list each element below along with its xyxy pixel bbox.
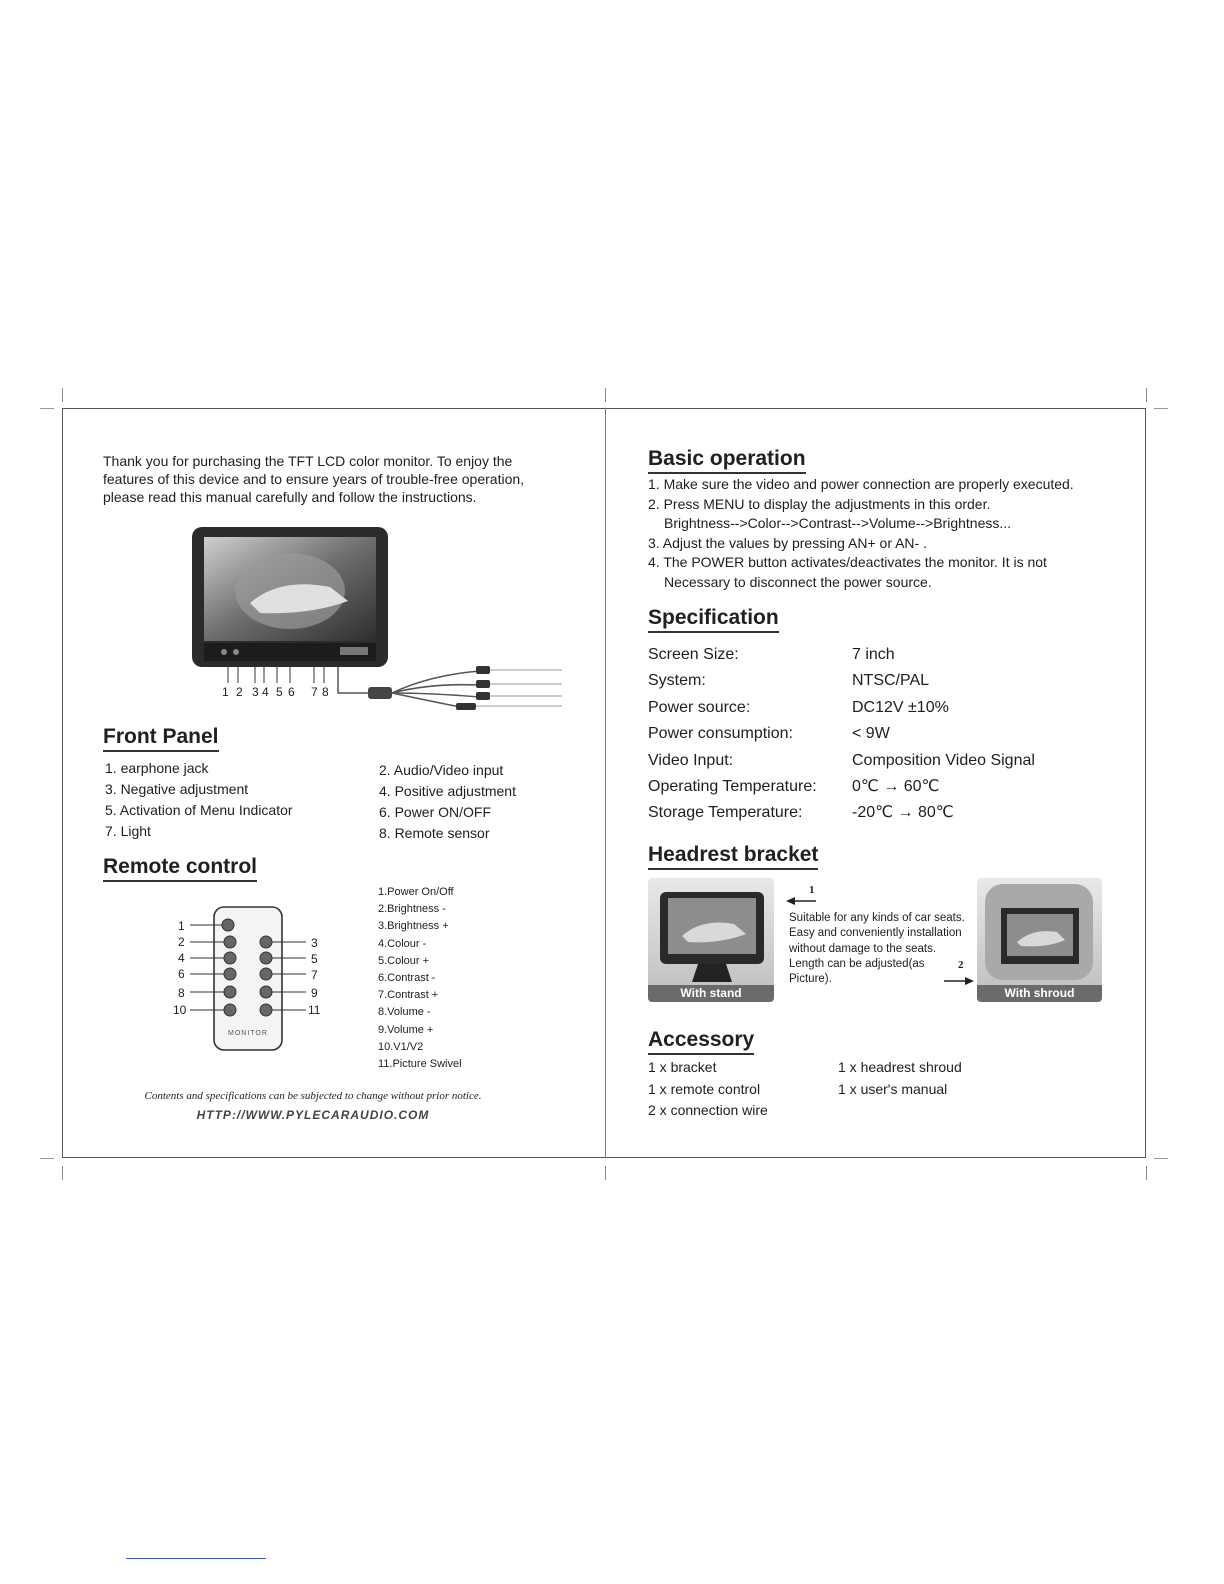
spec-value: 0℃ → 60℃ <box>852 778 940 795</box>
spec-label: Video Input: <box>648 752 734 769</box>
list-item: Necessary to disconnect the power source. <box>664 573 932 590</box>
callout-5: 5 <box>276 685 283 699</box>
with-stand-label: With stand <box>648 985 774 1002</box>
stand-monitor-drawing <box>648 878 774 1002</box>
spec-label: System: <box>648 672 706 689</box>
spec-value: NTSC/PAL <box>852 672 930 689</box>
monitor-drawing <box>190 525 570 715</box>
basic-operation-list <box>648 475 1074 592</box>
list-item: Brightness-->Color-->Contrast-->Volume-->Brightness... <box>664 515 1012 531</box>
remote-num-7: 7 <box>311 968 318 982</box>
website-url: HTTP://WWW.PYLECARAUDIO.COM <box>196 1108 430 1122</box>
spec-value: 7 inch <box>852 646 895 663</box>
remote-num-8: 8 <box>178 986 185 1000</box>
remote-brand: MONITOR <box>228 1030 268 1037</box>
basic-operation-heading: Basic operation <box>648 447 806 474</box>
list-item: 6.Contrast - <box>378 972 436 985</box>
list-item: 2.Brightness - <box>378 903 446 916</box>
list-item: 3.Brightness + <box>378 920 449 933</box>
callout-7: 7 <box>311 685 318 699</box>
callout-1: 1 <box>222 685 229 699</box>
remote-num-9: 9 <box>311 986 318 1000</box>
spec-value: DC12V ±10% <box>852 699 949 716</box>
front-panel-list-right <box>379 760 516 844</box>
remote-num-11: 11 <box>308 1003 321 1017</box>
accessory-item: 1 x bracket <box>648 1059 717 1075</box>
callout-6: 6 <box>288 685 295 699</box>
headrest-bracket-heading: Headrest bracket <box>648 843 818 870</box>
crop-mark <box>62 388 63 402</box>
callout-8: 8 <box>322 685 329 699</box>
front-panel-heading: Front Panel <box>103 725 219 752</box>
list-item: 7.Contrast + <box>378 989 439 1002</box>
remote-num-2: 2 <box>178 935 185 949</box>
spec-label: Power source: <box>648 699 751 716</box>
callout-2: 2 <box>236 685 243 699</box>
list-item: 8. Remote sensor <box>379 825 490 841</box>
crop-mark <box>1146 388 1147 402</box>
headrest-description: Suitable for any kinds of car seats. Easy and conveniently installation without damage to the seats. Length can be adjusted(as Picture). <box>789 912 965 986</box>
list-item: 4. The POWER button activates/deactivates the monitor. It is not <box>648 554 1047 570</box>
remote-num-1: 1 <box>178 919 185 933</box>
accessory-item: 1 x headrest shroud <box>838 1059 962 1075</box>
list-item: 2. Audio/Video input <box>379 762 504 778</box>
remote-function-list <box>378 884 462 1073</box>
spec-value: < 9W <box>852 725 890 742</box>
spec-value: Composition Video Signal <box>852 752 1035 769</box>
arrow-right-icon <box>944 973 974 983</box>
crop-mark <box>605 388 606 402</box>
crop-mark <box>62 1166 63 1180</box>
list-item: 5.Colour + <box>378 954 430 967</box>
fold-line <box>605 408 606 1158</box>
spec-label: Power consumption: <box>648 725 793 742</box>
remote-num-10: 10 <box>173 1003 187 1017</box>
spec-label: Screen Size: <box>648 646 739 663</box>
remote-num-5: 5 <box>311 952 318 966</box>
accessory-item: 1 x user's manual <box>838 1081 948 1097</box>
with-shroud-label: With shroud <box>977 985 1102 1002</box>
remote-num-3: 3 <box>311 936 318 950</box>
crop-mark <box>1146 1166 1147 1180</box>
list-item: 5. Activation of Menu Indicator <box>105 802 293 818</box>
with-stand-photo <box>648 878 774 1002</box>
bracket-marker-2: 2 <box>958 959 964 971</box>
callout-3: 3 <box>252 685 259 699</box>
crop-mark <box>1154 1158 1168 1159</box>
list-item: 4. Positive adjustment <box>379 783 516 799</box>
list-item: 2. Press MENU to display the adjustments in this order. <box>648 495 991 512</box>
accessory-item: 2 x connection wire <box>648 1102 768 1118</box>
spec-label: Operating Temperature: <box>648 778 817 795</box>
list-item: 9.Volume + <box>378 1023 434 1036</box>
front-panel-list-left <box>105 758 293 842</box>
crop-mark <box>40 408 54 409</box>
remote-num-4: 4 <box>178 951 185 965</box>
remote-control-heading: Remote control <box>103 855 257 882</box>
link-underline <box>126 1558 266 1559</box>
list-item: 11.Picture Swivel <box>378 1058 462 1071</box>
crop-mark <box>40 1158 54 1159</box>
list-item: 8.Volume - <box>378 1006 431 1019</box>
spec-label: Storage Temperature: <box>648 804 803 821</box>
shroud-monitor-drawing <box>977 878 1102 1002</box>
change-notice: Contents and specifications can be subjected to change without prior notice. <box>144 1090 482 1102</box>
list-item: 6. Power ON/OFF <box>379 804 492 820</box>
accessory-item: 1 x remote control <box>648 1081 761 1097</box>
list-item: 7. Light <box>105 823 151 839</box>
crop-mark <box>1154 408 1168 409</box>
list-item: 1. earphone jack <box>105 760 209 776</box>
spec-value: -20℃ → 80℃ <box>852 804 954 821</box>
list-item: 3. Negative adjustment <box>105 781 249 797</box>
crop-mark <box>605 1166 606 1180</box>
arrow-left-icon <box>786 893 816 903</box>
callout-4: 4 <box>262 685 269 699</box>
list-item: 10.V1/V2 <box>378 1040 424 1053</box>
with-shroud-photo <box>977 878 1102 1002</box>
bracket-marker-1: 1 <box>809 884 815 896</box>
specification-heading: Specification <box>648 606 779 633</box>
accessory-heading: Accessory <box>648 1028 754 1055</box>
list-item: 1. Make sure the video and power connection are properly executed. <box>648 476 1074 492</box>
list-item: 4.Colour - <box>378 937 427 950</box>
monitor-illustration <box>190 525 570 715</box>
list-item: 1.Power On/Off <box>378 886 454 898</box>
intro-paragraph: Thank you for purchasing the TFT LCD color monitor. To enjoy the features of this device and to ensure years of trouble-free operation, please read this manual carefully and follow the instructions. <box>103 453 525 505</box>
remote-num-6: 6 <box>178 967 185 981</box>
list-item: 3. Adjust the values by pressing AN+ or AN- . <box>648 534 927 551</box>
